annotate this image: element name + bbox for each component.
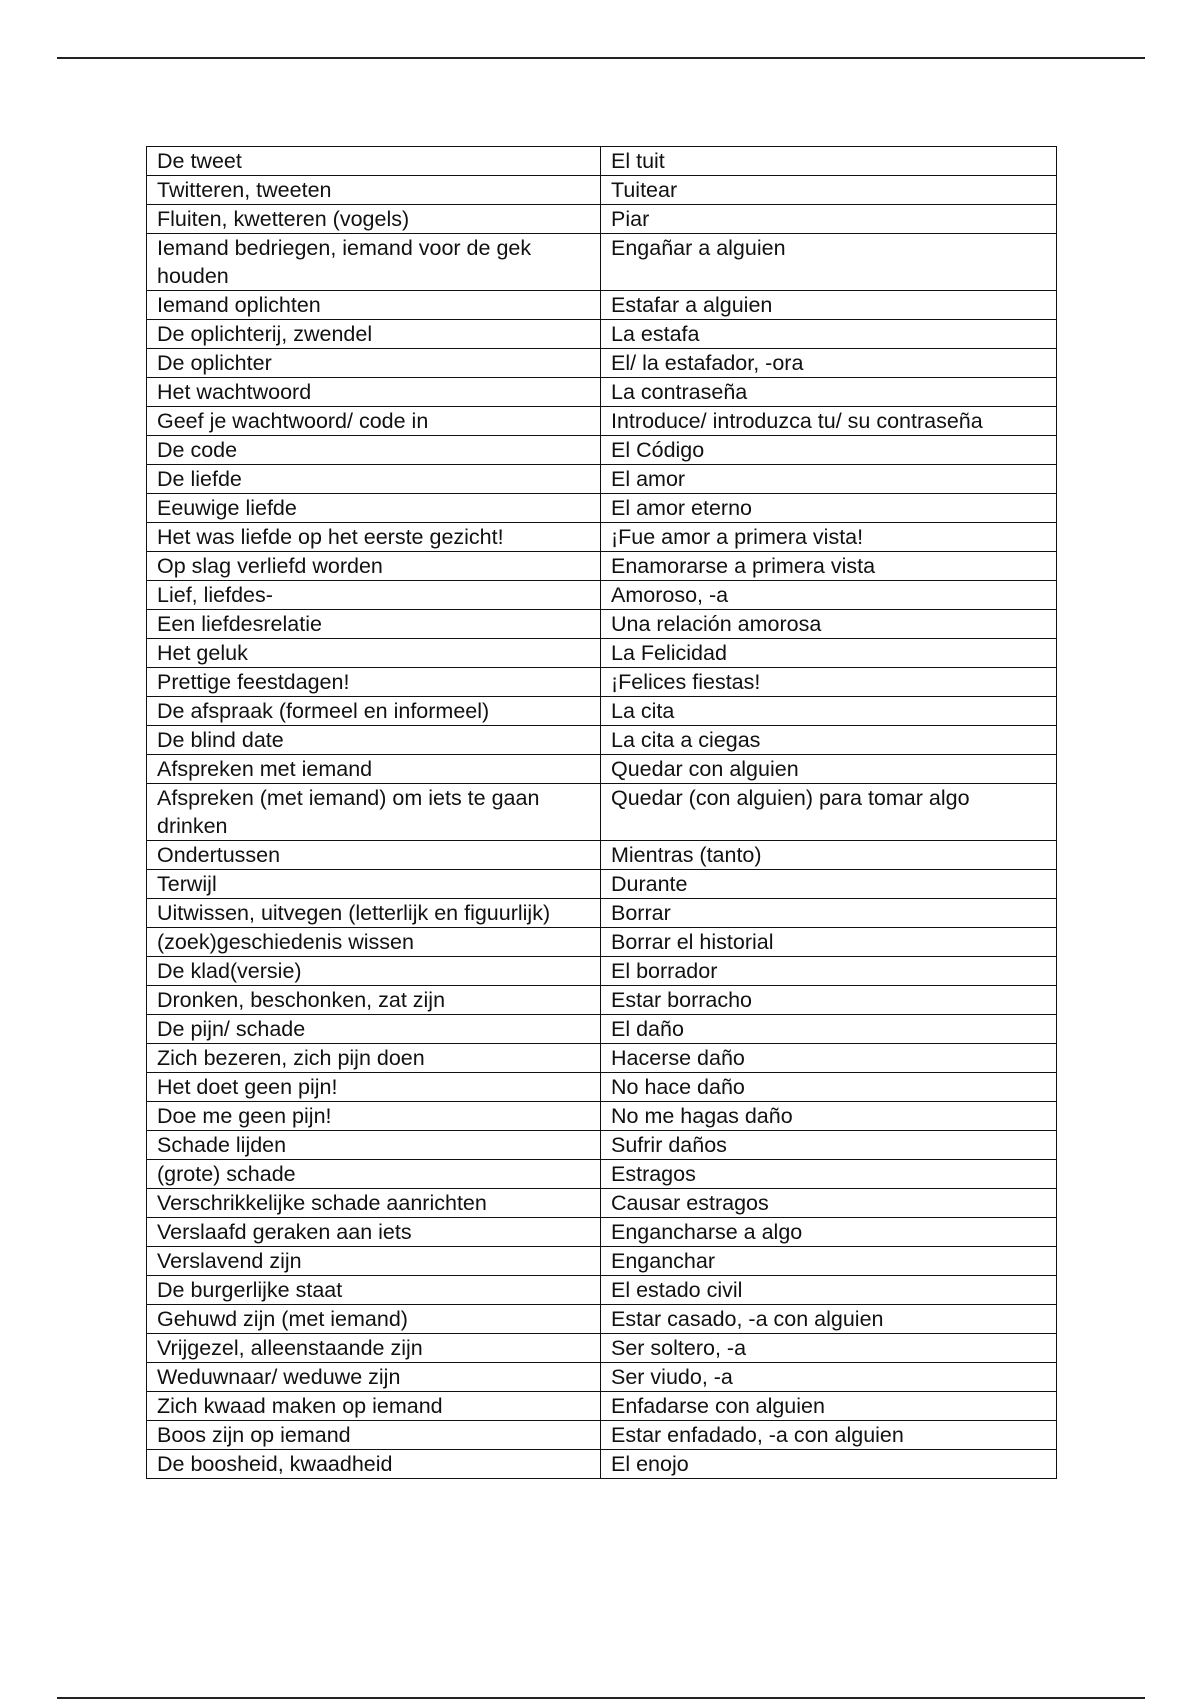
spanish-term: ¡Felices fiestas! — [601, 668, 1057, 697]
spanish-term: El amor — [601, 465, 1057, 494]
footer-rule — [57, 1697, 1145, 1699]
dutch-term: De pijn/ schade — [147, 1015, 601, 1044]
table-row — [147, 1363, 1057, 1392]
dutch-term: Gehuwd zijn (met iemand) — [147, 1305, 601, 1334]
vocabulary-table-body — [147, 147, 1057, 1479]
spanish-term: Estragos — [601, 1160, 1057, 1189]
spanish-term: El amor eterno — [601, 494, 1057, 523]
spanish-term: Amoroso, -a — [601, 581, 1057, 610]
table-row — [147, 291, 1057, 320]
dutch-term: Het geluk — [147, 639, 601, 668]
table-row — [147, 639, 1057, 668]
dutch-term: Eeuwige liefde — [147, 494, 601, 523]
spanish-term: Estafar a alguien — [601, 291, 1057, 320]
dutch-term: Het doet geen pijn! — [147, 1073, 601, 1102]
spanish-term: Estar borracho — [601, 986, 1057, 1015]
spanish-term: Mientras (tanto) — [601, 841, 1057, 870]
dutch-term: Vrijgezel, alleenstaande zijn — [147, 1334, 601, 1363]
dutch-term: Doe me geen pijn! — [147, 1102, 601, 1131]
table-row — [147, 1102, 1057, 1131]
table-row — [147, 176, 1057, 205]
table-row — [147, 552, 1057, 581]
table-row — [147, 378, 1057, 407]
table-row — [147, 986, 1057, 1015]
table-row — [147, 1305, 1057, 1334]
dutch-term: Terwijl — [147, 870, 601, 899]
table-row — [147, 407, 1057, 436]
dutch-term: De afspraak (formeel en informeel) — [147, 697, 601, 726]
spanish-term: La estafa — [601, 320, 1057, 349]
spanish-term: Causar estragos — [601, 1189, 1057, 1218]
dutch-term: Op slag verliefd worden — [147, 552, 601, 581]
dutch-term: Weduwnaar/ weduwe zijn — [147, 1363, 601, 1392]
spanish-term: La cita a ciegas — [601, 726, 1057, 755]
spanish-term: La contraseña — [601, 378, 1057, 407]
spanish-term: Quedar (con alguien) para tomar algo — [601, 784, 1057, 841]
dutch-term: Lief, liefdes- — [147, 581, 601, 610]
spanish-term: El borrador — [601, 957, 1057, 986]
spanish-term: La cita — [601, 697, 1057, 726]
table-row — [147, 610, 1057, 639]
table-row — [147, 755, 1057, 784]
dutch-term: De oplichterij, zwendel — [147, 320, 601, 349]
table-row — [147, 1334, 1057, 1363]
dutch-term: Iemand oplichten — [147, 291, 601, 320]
spanish-term: Engañar a alguien — [601, 234, 1057, 291]
table-row — [147, 1247, 1057, 1276]
dutch-term: Uitwissen, uitvegen (letterlijk en figuurlijk) — [147, 899, 601, 928]
table-row — [147, 1131, 1057, 1160]
dutch-term: Twitteren, tweeten — [147, 176, 601, 205]
dutch-term: Fluiten, kwetteren (vogels) — [147, 205, 601, 234]
table-row — [147, 928, 1057, 957]
dutch-term: De tweet — [147, 147, 601, 176]
spanish-term: Ser viudo, -a — [601, 1363, 1057, 1392]
table-row — [147, 349, 1057, 378]
spanish-term: Estar enfadado, -a con alguien — [601, 1421, 1057, 1450]
spanish-term: Sufrir daños — [601, 1131, 1057, 1160]
dutch-term: De code — [147, 436, 601, 465]
dutch-term: De blind date — [147, 726, 601, 755]
table-row — [147, 899, 1057, 928]
table-row — [147, 523, 1057, 552]
table-row — [147, 1015, 1057, 1044]
table-row — [147, 1392, 1057, 1421]
table-row — [147, 494, 1057, 523]
table-row — [147, 320, 1057, 349]
dutch-term: Afspreken met iemand — [147, 755, 601, 784]
dutch-term: Iemand bedriegen, iemand voor de gek houden — [147, 234, 601, 291]
spanish-term: La Felicidad — [601, 639, 1057, 668]
spanish-term: Borrar — [601, 899, 1057, 928]
table-row — [147, 581, 1057, 610]
spanish-term: ¡Fue amor a primera vista! — [601, 523, 1057, 552]
table-row — [147, 957, 1057, 986]
dutch-term: Boos zijn op iemand — [147, 1421, 601, 1450]
spanish-term: El enojo — [601, 1450, 1057, 1479]
spanish-term: Una relación amorosa — [601, 610, 1057, 639]
table-row — [147, 870, 1057, 899]
spanish-term: Enganchar — [601, 1247, 1057, 1276]
table-row — [147, 726, 1057, 755]
table-row — [147, 205, 1057, 234]
dutch-term: De burgerlijke staat — [147, 1276, 601, 1305]
table-row — [147, 436, 1057, 465]
spanish-term: No me hagas daño — [601, 1102, 1057, 1131]
spanish-term: Tuitear — [601, 176, 1057, 205]
table-row — [147, 784, 1057, 841]
dutch-term: Het was liefde op het eerste gezicht! — [147, 523, 601, 552]
table-row — [147, 697, 1057, 726]
dutch-term: Zich bezeren, zich pijn doen — [147, 1044, 601, 1073]
spanish-term: Engancharse a algo — [601, 1218, 1057, 1247]
dutch-term: De boosheid, kwaadheid — [147, 1450, 601, 1479]
header-rule — [57, 57, 1145, 59]
spanish-term: El/ la estafador, -ora — [601, 349, 1057, 378]
spanish-term: El tuit — [601, 147, 1057, 176]
table-row — [147, 1160, 1057, 1189]
spanish-term: Durante — [601, 870, 1057, 899]
table-row — [147, 1450, 1057, 1479]
spanish-term: Hacerse daño — [601, 1044, 1057, 1073]
spanish-term: El Código — [601, 436, 1057, 465]
dutch-term: Afspreken (met iemand) om iets te gaan drinken — [147, 784, 601, 841]
dutch-term: Geef je wachtwoord/ code in — [147, 407, 601, 436]
table-row — [147, 1421, 1057, 1450]
spanish-term: El daño — [601, 1015, 1057, 1044]
spanish-term: Quedar con alguien — [601, 755, 1057, 784]
spanish-term: Introduce/ introduzca tu/ su contraseña — [601, 407, 1057, 436]
table-row — [147, 668, 1057, 697]
spanish-term: Ser soltero, -a — [601, 1334, 1057, 1363]
dutch-term: (grote) schade — [147, 1160, 601, 1189]
table-row — [147, 465, 1057, 494]
dutch-term: Prettige feestdagen! — [147, 668, 601, 697]
dutch-term: Zich kwaad maken op iemand — [147, 1392, 601, 1421]
table-row — [147, 841, 1057, 870]
spanish-term: El estado civil — [601, 1276, 1057, 1305]
table-row — [147, 1276, 1057, 1305]
spanish-term: No hace daño — [601, 1073, 1057, 1102]
table-row — [147, 1189, 1057, 1218]
dutch-term: Dronken, beschonken, zat zijn — [147, 986, 601, 1015]
spanish-term: Estar casado, -a con alguien — [601, 1305, 1057, 1334]
dutch-term: Verslavend zijn — [147, 1247, 601, 1276]
dutch-term: (zoek)geschiedenis wissen — [147, 928, 601, 957]
spanish-term: Piar — [601, 205, 1057, 234]
table-row — [147, 1218, 1057, 1247]
dutch-term: De oplichter — [147, 349, 601, 378]
dutch-term: Verslaafd geraken aan iets — [147, 1218, 601, 1247]
spanish-term: Borrar el historial — [601, 928, 1057, 957]
table-row — [147, 147, 1057, 176]
dutch-term: Het wachtwoord — [147, 378, 601, 407]
dutch-term: Een liefdesrelatie — [147, 610, 601, 639]
spanish-term: Enamorarse a primera vista — [601, 552, 1057, 581]
dutch-term: Ondertussen — [147, 841, 601, 870]
vocabulary-table — [146, 146, 1057, 1479]
table-row — [147, 234, 1057, 291]
table-row — [147, 1044, 1057, 1073]
dutch-term: De klad(versie) — [147, 957, 601, 986]
dutch-term: De liefde — [147, 465, 601, 494]
spanish-term: Enfadarse con alguien — [601, 1392, 1057, 1421]
dutch-term: Schade lijden — [147, 1131, 601, 1160]
table-row — [147, 1073, 1057, 1102]
dutch-term: Verschrikkelijke schade aanrichten — [147, 1189, 601, 1218]
